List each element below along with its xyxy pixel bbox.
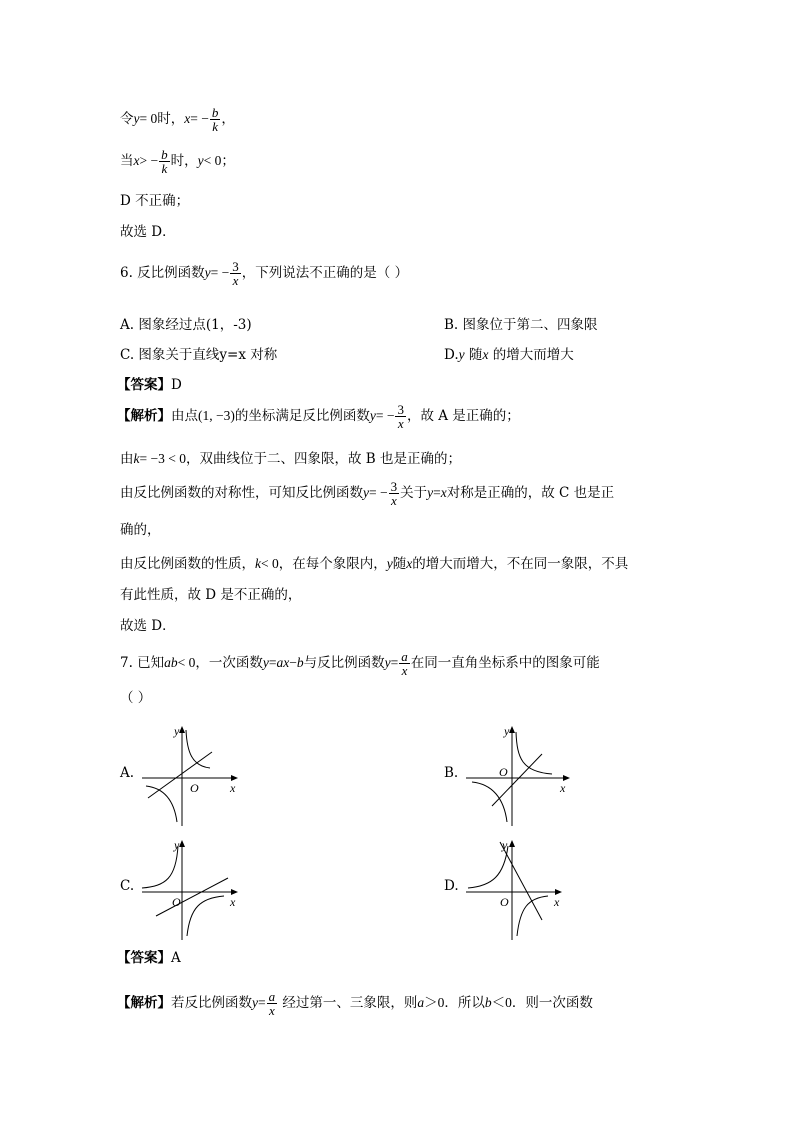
q7-graph-c [138,836,248,942]
text: 由反比例函数的对称性，可知反比例函数 [120,485,363,501]
math-var: x [406,556,413,571]
text: 在同一直角坐标系中的图象可能 [410,655,600,671]
math-var: x [482,347,489,362]
text: 的增大而增大 [488,347,574,363]
answer-label: 【答案】 [117,950,171,966]
linear-line [148,752,212,798]
text: 时， [157,111,185,127]
q7-answer [117,946,181,966]
y-axis-label: y [174,724,180,738]
q6-stem [120,260,408,287]
numerator: b [161,147,168,162]
answer-value: D [171,377,182,393]
q6-answer [117,373,182,393]
q6-option-c: C. 图象关于直线y=x 对称 [120,347,278,363]
q7-option-b-label: B. [444,765,459,781]
explanation-label: 【解析】 [117,995,171,1011]
fraction [395,403,406,430]
hyperbola-branch-1 [468,846,508,888]
math-op: = − [210,265,230,280]
math-op: = −3 < 0 [139,451,186,466]
math-var: k [133,451,140,466]
fraction [210,106,221,133]
math-op: = [390,655,399,670]
text: 若反比例函数 [171,995,252,1011]
fraction [159,148,170,175]
q6-expl-line-3 [120,480,614,507]
y-axis-arrow [179,840,185,847]
q7-option-c-label: C. [120,878,135,894]
math-var: y [363,485,369,500]
top-line-1 [120,106,235,133]
text: ．则一次函数 [511,995,593,1011]
origin-label: O [190,781,199,795]
fraction [399,650,410,677]
numerator: a [401,649,408,664]
q6-expl-line-5 [120,552,628,572]
q7-expl-line-1 [117,990,593,1017]
q6-option-d [444,343,574,363]
math-op: − [289,655,297,670]
q7-option-a-label: A. [120,765,135,781]
origin-label: O [500,895,509,909]
text: 7. 已知 [120,655,165,671]
answer-label: 【答案】 [117,377,171,393]
y-axis-label: y [504,724,510,738]
text: ，一次函数 [195,655,263,671]
text: ，在每个象限内， [278,556,387,572]
answer-value: A [171,950,181,966]
math-var: y [427,485,434,500]
numerator: b [211,105,219,120]
q6-expl-line-6: 有此性质，故 D 是不正确的， [120,587,302,603]
math-op: ＞0 [424,995,445,1010]
math-var: y [386,556,393,571]
hyperbola-branch-1 [142,846,178,888]
math-op: = − [190,111,209,126]
hyperbola-branch-2 [146,786,177,822]
q7-stem [120,650,600,677]
y-axis-arrow [509,726,515,733]
q6-option-b: B. 图象位于第二、四象限 [444,317,598,333]
math-var: ab [164,655,178,670]
math-var: y [252,995,258,1010]
text: ，双曲线位于二、四象限，故 B 也是正确的； [185,451,461,467]
text: 与反比例函数 [303,655,385,671]
q7-graph-d [462,836,572,942]
text: D. [444,347,459,363]
math-op: < 0 [261,556,279,571]
math-op: ＜0 [491,995,512,1010]
text: ，故 A 是正确的； [406,408,520,424]
q6-expl-line-1 [117,403,520,430]
text: ； [221,153,235,169]
q7-graph-a [138,722,248,828]
math-op: = [258,995,266,1010]
linear-line [492,754,542,806]
text: 由 [120,451,134,467]
text: ，下列说法不正确的是（ ） [241,265,409,281]
math-var: y [133,111,140,126]
q6-expl-line-7: 故选 D． [120,618,176,634]
math-var: x [440,485,447,500]
math-op: = [433,485,441,500]
text: 随 [464,347,483,363]
math-op: = [268,655,277,670]
q6-expl-line-4: 确的， [120,522,161,538]
text: 6. 反比例函数 [120,265,205,281]
math-op: = − [369,485,388,500]
denominator: x [390,493,397,508]
denominator: x [268,1003,275,1018]
explanation-label: 【解析】 [117,408,171,424]
math-var: y [384,655,391,670]
math-op: > − [139,153,159,168]
text: 时， [170,153,198,169]
denominator: x [232,273,239,288]
math-op: = − [375,408,395,423]
math-op: < 0 [203,153,222,168]
math-op: = 0 [139,111,158,126]
top-line-2 [120,148,235,175]
fraction [267,990,278,1017]
denominator: x [401,663,408,678]
x-axis-label: x [230,781,236,795]
hyperbola-branch-1 [516,732,552,774]
text: 的增大而增大，不在同一象限，不具 [412,556,629,572]
text: 的坐标满足反比例函数 [234,408,370,424]
text: 当 [120,153,134,169]
numerator: 3 [397,402,404,417]
numerator: a [268,989,276,1004]
hyperbola-branch-2 [187,896,224,936]
denominator: k [212,119,218,134]
q7-option-d-label: D. [444,878,459,894]
fraction [230,260,241,287]
math-var: k [255,556,261,571]
text: ， [221,111,235,127]
text: 对称是正确的，故 C 也是正 [446,485,615,501]
text: 令 [120,111,134,127]
y-axis-arrow [509,840,515,847]
fraction [389,480,400,507]
math-var: y [204,265,211,280]
text: ．所以 [444,995,485,1011]
q6-expl-line-2 [120,447,461,467]
math-var: y [262,655,269,670]
numerator: 3 [232,259,239,274]
y-axis-label: y [174,838,180,852]
text: 由点 [171,408,198,424]
math-var: b [296,655,304,670]
origin-label: O [172,895,181,909]
q6-option-a: A. 图象经过点(1，-3) [120,317,252,333]
text: 由反比例函数的性质， [120,556,255,572]
denominator: x [397,416,404,431]
denominator: k [161,161,168,176]
text: 关于 [400,485,428,501]
x-axis-label: x [560,781,566,795]
math-var: ax [276,655,290,670]
text: 经过第一、三象限，则 [278,995,418,1011]
text: 随 [392,556,407,572]
math-var: y [369,408,376,423]
math-op: < 0 [177,655,196,670]
origin-label: O [499,765,508,779]
y-axis-label: y [502,838,508,852]
math-var: y [458,347,465,362]
numerator: 3 [390,479,398,494]
math-var: x [133,153,140,168]
q7-stem-paren: （ ） [120,690,152,706]
math-var: x [184,111,191,126]
hyperbola-branch-2 [472,782,507,822]
top-line-4: 故选 D． [120,224,176,240]
math-var: y [197,153,204,168]
q7-graph-b [462,722,572,828]
math-point: (1, −3) [198,408,235,423]
math-var: a [417,995,425,1010]
top-line-3: D 不正确； [120,193,190,209]
x-axis-label: x [230,895,236,909]
x-axis-label: x [554,895,560,909]
math-var: b [484,995,492,1010]
y-axis-arrow [179,726,185,733]
